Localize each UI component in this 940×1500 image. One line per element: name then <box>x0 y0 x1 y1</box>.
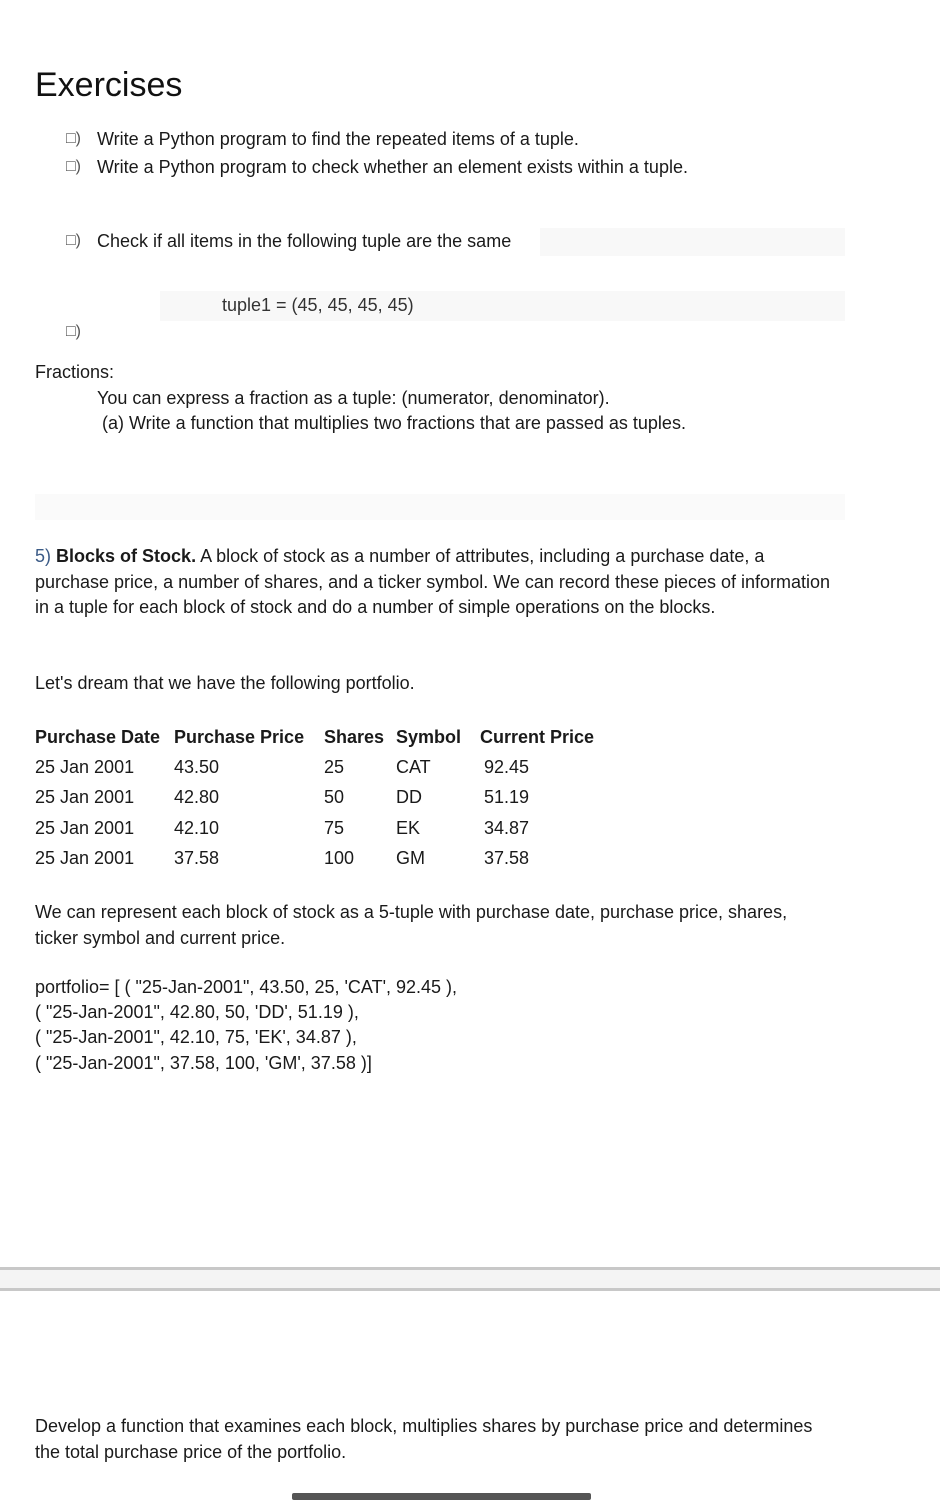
code-line-4: ( "25-Jan-2001", 37.58, 100, 'GM', 37.58 )] <box>35 1053 372 1073</box>
exercise-1-text: Write a Python program to find the repeated items of a tuple. <box>97 129 579 149</box>
stock-intro-text: A block of stock as a number of attributes, including a purchase date, a purchase price, a number of shares, and a ticker symbol. We can record these pieces of information in a tuple for each block of stock and do a number of simple operations on the blocks. <box>35 546 831 617</box>
cell-shares: 75 <box>324 817 345 838</box>
cell-date: 25 Jan 2001 <box>35 756 135 777</box>
cell-symbol: CAT <box>396 756 431 777</box>
cell-symbol: EK <box>396 817 421 838</box>
cell-current-price: 37.58 <box>484 848 530 869</box>
portfolio-intro: Let's dream that we have the following portfolio. <box>35 673 415 693</box>
cell-purchase-price: 37.58 <box>174 848 220 869</box>
list-bullet: □) <box>66 232 81 249</box>
cell-purchase-price: 43.50 <box>174 756 220 777</box>
develop-paragraph: Develop a function that examines each block, multiplies shares by purchase price and determines the total purchase price of the portfolio. <box>35 1416 813 1462</box>
cell-purchase-price: 42.80 <box>174 787 220 808</box>
horizontal-scrollbar[interactable] <box>292 1493 591 1500</box>
table-row <box>35 813 600 844</box>
cell-date: 25 Jan 2001 <box>35 787 135 808</box>
page-title: Exercises <box>35 66 183 104</box>
fractions-line-1: You can express a fraction as a tuple: (numerator, denominator). <box>97 388 610 408</box>
header-shares: Shares <box>324 726 385 747</box>
header-purchase-date: Purchase Date <box>35 726 161 747</box>
cell-date: 25 Jan 2001 <box>35 848 135 869</box>
tuple-code: tuple1 = (45, 45, 45, 45) <box>222 295 414 315</box>
section-bold-title: Blocks of Stock. <box>56 546 197 566</box>
cell-purchase-price: 42.10 <box>174 817 220 838</box>
table-row <box>35 752 600 783</box>
cell-current-price: 92.45 <box>484 756 530 777</box>
list-bullet: □) <box>66 158 81 175</box>
text-highlight <box>540 228 845 256</box>
cell-symbol: DD <box>396 787 422 808</box>
represent-paragraph: We can represent each block of stock as a 5-tuple with purchase date, purchase price, shares, ticker symbol and current price. <box>35 902 788 948</box>
exercise-3-text: Check if all items in the following tuple are the same <box>97 231 512 251</box>
list-bullet: □) <box>66 323 81 340</box>
cell-shares: 50 <box>324 787 345 808</box>
fractions-heading: Fractions: <box>35 362 115 382</box>
portfolio-table <box>35 722 600 874</box>
table-row <box>35 783 600 814</box>
code-line-3: ( "25-Jan-2001", 42.10, 75, 'EK', 34.87 ), <box>35 1027 357 1047</box>
header-symbol: Symbol <box>396 726 462 747</box>
cell-shares: 100 <box>324 848 355 869</box>
header-purchase-price: Purchase Price <box>174 726 305 747</box>
stock-intro-paragraph <box>35 544 835 621</box>
table-header-row <box>35 722 600 752</box>
fractions-line-2: (a) Write a function that multiplies two fractions that are passed as tuples. <box>102 413 686 433</box>
table-row <box>35 844 600 875</box>
page-divider-bottom <box>0 1288 940 1291</box>
page-divider-band <box>0 1270 940 1288</box>
cell-current-price: 34.87 <box>484 817 530 838</box>
cell-current-price: 51.19 <box>484 787 530 808</box>
list-bullet: □) <box>66 130 81 147</box>
section-number: 5) <box>35 546 52 566</box>
code-line-2: ( "25-Jan-2001", 42.80, 50, 'DD', 51.19 ), <box>35 1002 359 1022</box>
cell-symbol: GM <box>396 848 425 869</box>
cell-shares: 25 <box>324 756 345 777</box>
code-line-1: portfolio= [ ( "25-Jan-2001", 43.50, 25, 'CAT', 92.45 ), <box>35 977 458 997</box>
exercise-2-text: Write a Python program to check whether an element exists within a tuple. <box>97 157 688 177</box>
header-current-price: Current Price <box>480 726 595 747</box>
blank-band <box>35 494 845 520</box>
cell-date: 25 Jan 2001 <box>35 817 135 838</box>
